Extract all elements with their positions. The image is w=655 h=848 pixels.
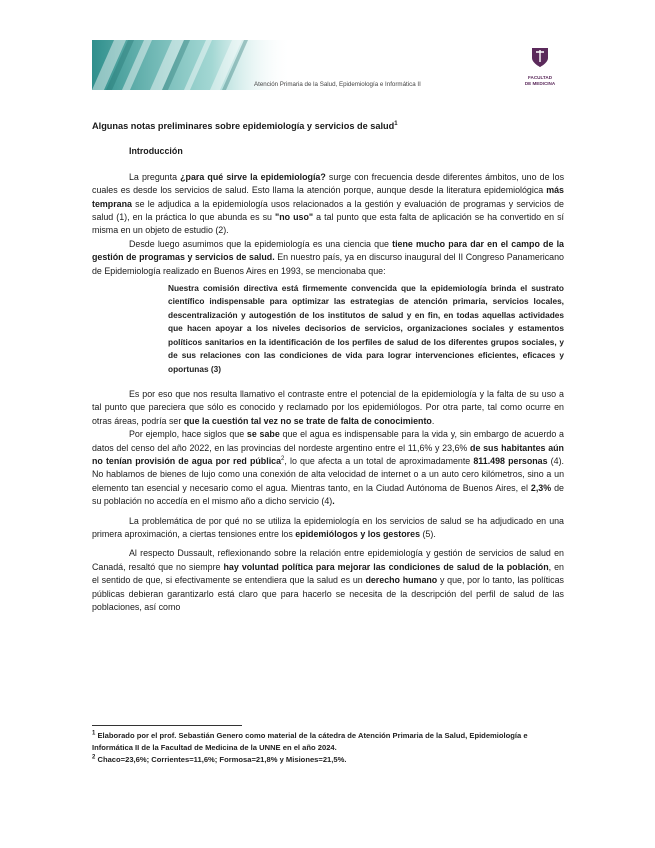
footnote-1: $^1$ Elaborado por el prof. Sebastián Genero como material de la cátedra de Atención Primaria de la Salud, Epidemiología e Informática II de la Facultad de Medicina de la UNNE en el año 2024. xyxy=(92,730,528,752)
section-heading-introduccion: Introducción xyxy=(129,146,183,157)
block-quote: Nuestra comisión directiva está firmemente convencida que la epidemiología brinda el sustrato científico indispensable para optimizar las estrategias de atención primaria, servicios locales, descentralización y autogestión de los institutos de salud y en fin, en todas aquellas actividades que hacen apoyar a los niveles decisorios de servicios, organizaciones sociales y estamentos políticos sanitarios en la identificación de los perfiles de salud de los diferentes grupos sociales, y de sus relaciones con las condiciones de vida para lograr intervenciones eficientes, eficaces y oportunas (3) xyxy=(168,283,564,374)
footnotes xyxy=(92,730,564,766)
paragraph-4: Por ejemplo, hace siglos que se sabe que el agua es indispensable para la vida y, sin embargo de acuerdo a datos del censo del año 2022, en las provincias del nordeste argentino entre el 11,6% y 23,6% de sus habitantes aún no tenían provisión de agua por red pública$^2$, lo que afecta a un total de aproximadamente 811.498 personas (4). No hablamos de bienes de lujo como una conexión de alta velocidad de internet o a un auto cero kilómetros, sino a un elemento tan esencial y necesario como el agua. Mientras tanto, en la Ciudad Autónoma de Buenos Aires, el 2,3% de su población no accedía en el mismo año a dicho servicio (4). xyxy=(92,429,564,507)
logo-line-1: FACULTAD xyxy=(527,75,553,80)
logo-line-2: DE MEDICINA xyxy=(524,80,556,86)
footnote-ref-2: 2 xyxy=(281,455,285,462)
document-title: Algunas notas preliminares sobre epidemiología y servicios de salud$^1$ xyxy=(92,120,398,131)
paragraph-1: La pregunta ¿para qué sirve la epidemiología? surge con frecuencia desde diferentes ámbitos, uno de los cuales es desde los servicios de salud. Esto llama la atención porque, aunque desde la literatura epidemiológica más temprana se le adjudica a la epidemiología usos relacionados a la gestión y evaluación de programas y servicios de salud (1), en la práctica lo que abunda es su "no uso" a tal punto que esta falta de aplicación se ha convertido en sí misma en un objeto de estudio (2). xyxy=(92,171,565,236)
footnote-divider xyxy=(92,725,242,726)
paragraph-3: Es por eso que nos resulta llamativo el contraste entre el potencial de la epidemiología y la falta de su uso a tal punto que pareciera que sólo es conocido y reclamado por los epidemiólogos. Por otra parte, tal como ocurre en otras áreas, podría ser que la cuestión tal vez no se trate de falta de conocimiento. xyxy=(92,388,564,426)
header-course-title: Atención Primaria de la Salud, Epidemiología e Informática II xyxy=(254,81,421,88)
footnote-2: $^2$ Chaco=23,6%; Corrientes=11,6%; Formosa=21,8% y Misiones=21,5%. xyxy=(92,754,347,764)
logo-label xyxy=(519,75,561,86)
paragraph-5: La problemática de por qué no se utiliza la epidemiología en los servicios de salud se ha adjudicado en una primera aproximación, a ciertas tensiones entre los epidemiólogos y los gestores (5). xyxy=(92,515,564,539)
paragraph-2: Desde luego asumimos que la epidemiología es una ciencia que tiene mucho para dar en el campo de la gestión de programas y servicios de salud. En nuestro país, ya en discurso inaugural del II Congreso Panamericano de Epidemiología realizado en Buenos Aires en 1993, se mencionaba que: xyxy=(92,238,564,276)
faculty-shield-icon xyxy=(531,46,549,68)
document-body xyxy=(92,120,564,614)
paragraph-6: Al respecto Dussault, reflexionando sobre la relación entre epidemiología y gestión de servicios de salud en Canadá, resaltó que no siempre hay voluntad política para mejorar las condiciones de salud de la población, en el sentido de que, si efectivamente se entendiera que la salud es un derecho humano y que, por lo tanto, las políticas públicas debieran garantizarlo está claro que para hacerlo se necesita de la descripción del perfil de salud de las poblaciones, así como xyxy=(92,548,564,612)
footnote-ref-1: 1 xyxy=(394,120,398,127)
faculty-logo xyxy=(519,46,561,86)
